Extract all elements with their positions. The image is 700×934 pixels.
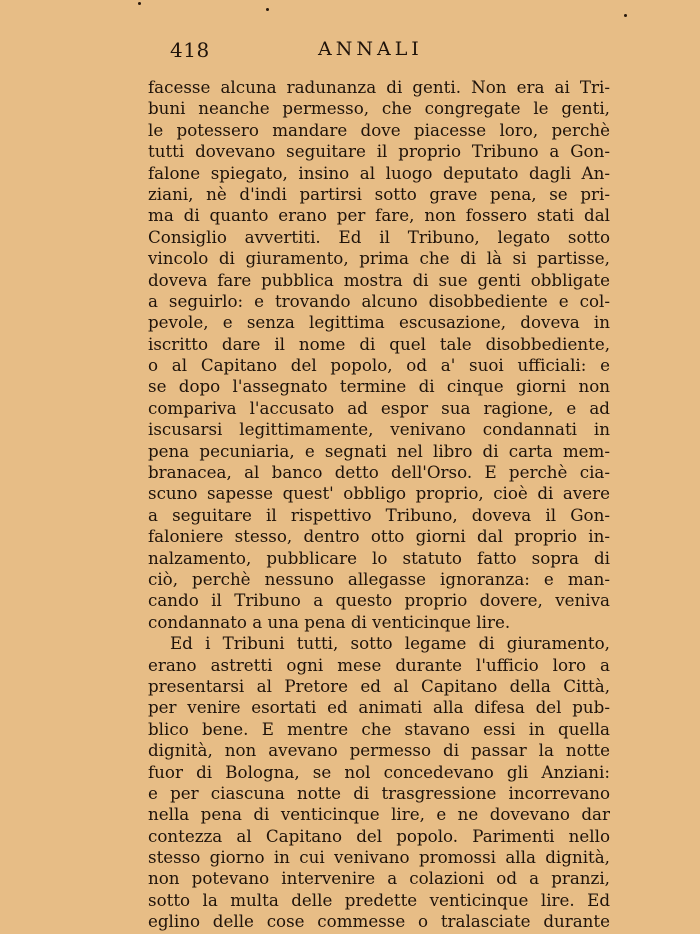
text-line: ziani, nè d'indi partirsi sotto grave pena, se pri-	[148, 183, 610, 204]
text-line: o al Capitano del popolo, od a' suoi ufficiali: e	[148, 355, 610, 376]
text-line: ma di quanto erano per fare, non fossero stati dal	[148, 205, 610, 226]
text-line: vincolo di giuramento, prima che di là si partisse,	[148, 248, 610, 269]
text-line: scuno sapesse quest' obbligo proprio, cioè di avere	[148, 483, 610, 504]
page-number: 418	[170, 38, 210, 62]
text-line: iscusarsi legittimamente, venivano condannati in	[148, 419, 610, 440]
page-header	[148, 38, 610, 68]
text-line: contezza al Capitano del popolo. Parimenti nello	[148, 825, 610, 846]
paper-speck	[266, 8, 269, 11]
text-line: branacea, al banco detto dell'Orso. E perchè cia-	[148, 462, 610, 483]
text-line: doveva fare pubblica mostra di sue genti obbligate	[148, 269, 610, 290]
text-line: ciò, perchè nessuno allegasse ignoranza: e man-	[148, 568, 610, 589]
paragraph-start-line: Ed i Tribuni tutti, sotto legame di giuramento,	[170, 633, 610, 654]
text-line: blico bene. E mentre che stavano essi in quella	[148, 718, 610, 739]
paragraph-end-line: condannato a una pena di venticinque lire.	[148, 611, 511, 632]
text-line: Consiglio avvertiti. Ed il Tribuno, legato sotto	[148, 226, 610, 247]
text-line: dignità, non avevano permesso di passar la notte	[148, 740, 610, 761]
text-line: fuor di Bologna, se nol concedevano gli Anziani:	[148, 761, 610, 782]
text-line: iscritto dare il nome di quel tale disobbediente,	[148, 333, 610, 354]
text-line: compariva l'accusato ad espor sua ragione, e ad	[148, 397, 610, 418]
text-line: a seguirlo: e trovando alcuno disobbediente e col-	[148, 290, 610, 311]
text-line: buni neanche permesso, che congregate le genti,	[148, 98, 610, 119]
text-line: cando il Tribuno a questo proprio dovere, veniva	[148, 590, 610, 611]
text-line: sotto la multa delle predette venticinque lire. Ed	[148, 889, 610, 910]
text-line: facesse alcuna radunanza di genti. Non era ai Tri-	[148, 77, 610, 97]
text-line: erano astretti ogni mese durante l'ufficio loro a	[148, 654, 610, 675]
text-line: pena pecuniaria, e segnati nel libro di carta mem-	[148, 440, 610, 461]
text-line: non potevano intervenire a colazioni od a pranzi,	[148, 868, 610, 889]
text-line: e per ciascuna notte di trasgressione incorrevano	[148, 782, 610, 803]
text-line: eglino delle cose commesse o tralasciate durante	[148, 911, 610, 932]
body-text	[148, 77, 610, 933]
text-line: se dopo l'assegnato termine di cinque giorni non	[148, 376, 610, 397]
text-line: nella pena di venticinque lire, e ne dovevano dar	[148, 804, 610, 825]
text-line: le potessero mandare dove piacesse loro, perchè	[148, 119, 610, 140]
paper-speck	[624, 14, 627, 17]
text-line: pevole, e senza legittima escusazione, doveva in	[148, 312, 610, 333]
paper-speck	[138, 2, 141, 5]
text-line: tutti dovevano seguitare il proprio Tribuno a Gon-	[148, 141, 610, 162]
text-line: presentarsi al Pretore ed al Capitano della Città,	[148, 675, 610, 696]
text-line: a seguitare il rispettivo Tribuno, doveva il Gon-	[148, 504, 610, 525]
text-line: nalzamento, pubblicare lo statuto fatto sopra di	[148, 547, 610, 568]
text-line: stesso giorno in cui venivano promossi alla dignità,	[148, 847, 610, 868]
text-line: falone spiegato, insino al luogo deputato dagli An-	[148, 162, 610, 183]
text-line: per venire esortati ed animati alla difesa del pub-	[148, 697, 610, 718]
running-title: ANNALI	[318, 38, 423, 60]
text-line: faloniere stesso, dentro otto giorni dal proprio in-	[148, 526, 610, 547]
